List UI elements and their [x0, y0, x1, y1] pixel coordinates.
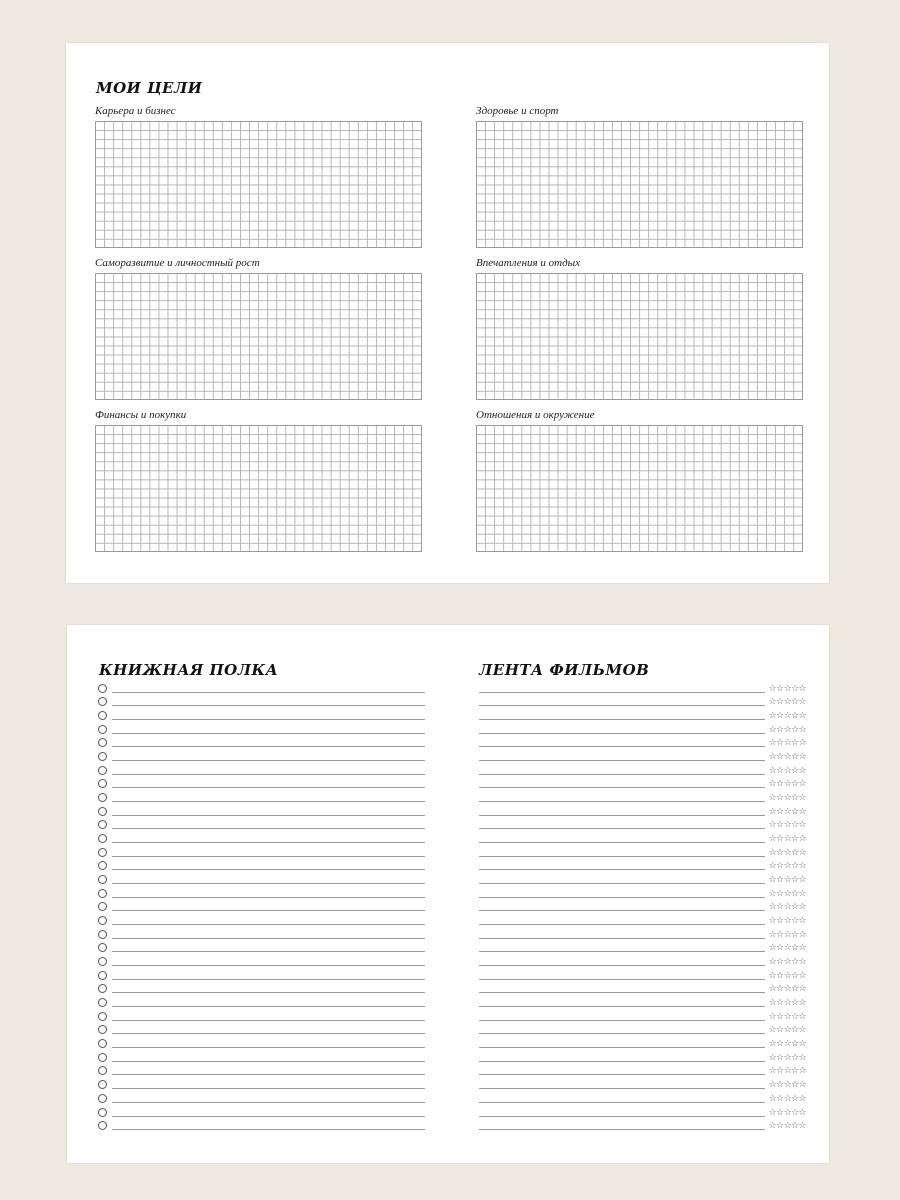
book-entry-line[interactable]	[112, 733, 425, 734]
star-rating-icon[interactable]: ☆☆☆☆☆	[768, 1080, 806, 1091]
circle-checkbox-icon[interactable]	[98, 711, 107, 720]
book-entry-line[interactable]	[112, 746, 425, 747]
book-entry-line[interactable]	[112, 787, 425, 788]
circle-checkbox-icon[interactable]	[98, 779, 107, 788]
movie-row	[479, 844, 806, 858]
book-row	[98, 1076, 425, 1090]
star-rating-icon[interactable]: ☆☆☆☆☆	[768, 806, 806, 817]
star-rating-icon[interactable]: ☆☆☆☆☆	[768, 943, 806, 954]
circle-checkbox-icon[interactable]	[98, 1080, 107, 1089]
star-rating-icon[interactable]: ☆☆☆☆☆	[768, 929, 806, 940]
book-entry-line[interactable]	[112, 924, 425, 925]
book-row	[98, 871, 425, 885]
movie-entry-line[interactable]	[479, 1033, 765, 1034]
book-row	[98, 912, 425, 926]
movie-entry-line[interactable]	[479, 774, 765, 775]
star-rating-icon[interactable]: ☆☆☆☆☆	[768, 847, 806, 858]
circle-checkbox-icon[interactable]	[98, 1025, 107, 1034]
circle-checkbox-icon[interactable]	[98, 684, 107, 693]
movie-entry-line[interactable]	[479, 951, 765, 952]
circle-checkbox-icon[interactable]	[98, 848, 107, 857]
goal-block-self-development	[95, 257, 422, 400]
circle-checkbox-icon[interactable]	[98, 1039, 107, 1048]
book-row	[98, 694, 425, 708]
movie-row	[479, 1090, 806, 1104]
circle-checkbox-icon[interactable]	[98, 889, 107, 898]
movie-row	[479, 953, 806, 967]
book-entry-line[interactable]	[112, 897, 425, 898]
movies-list	[479, 680, 806, 1131]
goal-block-finance	[95, 409, 422, 552]
movie-entry-line[interactable]	[479, 828, 765, 829]
book-row	[98, 1104, 425, 1118]
circle-checkbox-icon[interactable]	[98, 957, 107, 966]
book-entry-line[interactable]	[112, 992, 425, 993]
book-row	[98, 1008, 425, 1022]
star-rating-icon[interactable]: ☆☆☆☆☆	[768, 793, 806, 804]
book-row	[98, 1118, 425, 1132]
book-row	[98, 967, 425, 981]
book-entry-line[interactable]	[112, 760, 425, 761]
book-entry-line[interactable]	[112, 692, 425, 693]
movie-row	[479, 858, 806, 872]
movie-row	[479, 1063, 806, 1077]
movie-entry-line[interactable]	[479, 842, 765, 843]
star-rating-icon[interactable]: ☆☆☆☆☆	[768, 724, 806, 735]
star-rating-icon[interactable]: ☆☆☆☆☆	[768, 1121, 806, 1132]
movie-entry-line[interactable]	[479, 910, 765, 911]
book-entry-line[interactable]	[112, 1102, 425, 1103]
movie-entry-line[interactable]	[479, 815, 765, 816]
goal-block-title: Финансы и покупки	[95, 409, 187, 421]
circle-checkbox-icon[interactable]	[98, 807, 107, 816]
book-row	[98, 1035, 425, 1049]
movie-row	[479, 830, 806, 844]
movie-row	[479, 981, 806, 995]
goal-block-title: Карьера и бизнес	[95, 105, 176, 117]
circle-checkbox-icon[interactable]	[98, 738, 107, 747]
movie-entry-line[interactable]	[479, 733, 765, 734]
movie-row	[479, 885, 806, 899]
book-row	[98, 776, 425, 790]
book-row	[98, 940, 425, 954]
movie-entry-line[interactable]	[479, 1116, 765, 1117]
book-row	[98, 721, 425, 735]
book-row	[98, 981, 425, 995]
book-row	[98, 735, 425, 749]
circle-checkbox-icon[interactable]	[98, 1053, 107, 1062]
movie-row	[479, 1022, 806, 1036]
circle-checkbox-icon[interactable]	[98, 1108, 107, 1117]
bookshelf-list	[98, 680, 425, 1131]
circle-checkbox-icon[interactable]	[98, 1094, 107, 1103]
book-row	[98, 680, 425, 694]
movie-row	[479, 748, 806, 762]
bookshelf-title: КНИЖНАЯ ПОЛКА	[99, 661, 279, 679]
movie-row	[479, 1008, 806, 1022]
book-row	[98, 1063, 425, 1077]
star-rating-icon[interactable]: ☆☆☆☆☆	[768, 861, 806, 872]
star-rating-icon[interactable]: ☆☆☆☆☆	[768, 1052, 806, 1063]
book-entry-line[interactable]	[112, 1129, 425, 1130]
book-row	[98, 707, 425, 721]
circle-checkbox-icon[interactable]	[98, 766, 107, 775]
movie-row	[479, 967, 806, 981]
book-entry-line[interactable]	[112, 1074, 425, 1075]
circle-checkbox-icon[interactable]	[98, 943, 107, 952]
movie-entry-line[interactable]	[479, 1102, 765, 1103]
movie-row	[479, 1076, 806, 1090]
book-row	[98, 789, 425, 803]
movie-row	[479, 721, 806, 735]
book-entry-line[interactable]	[112, 979, 425, 980]
circle-checkbox-icon[interactable]	[98, 875, 107, 884]
movie-row	[479, 940, 806, 954]
goals-page	[66, 43, 829, 583]
movie-entry-line[interactable]	[479, 1020, 765, 1021]
movie-row	[479, 707, 806, 721]
book-entry-line[interactable]	[112, 705, 425, 706]
book-row	[98, 817, 425, 831]
movie-row	[479, 789, 806, 803]
star-rating-icon[interactable]: ☆☆☆☆☆	[768, 888, 806, 899]
movie-row	[479, 803, 806, 817]
movie-row	[479, 899, 806, 913]
book-row	[98, 803, 425, 817]
star-rating-icon[interactable]: ☆☆☆☆☆	[768, 683, 806, 694]
book-row	[98, 830, 425, 844]
star-rating-icon[interactable]: ☆☆☆☆☆	[768, 779, 806, 790]
movie-entry-line[interactable]	[479, 801, 765, 802]
circle-checkbox-icon[interactable]	[98, 1121, 107, 1130]
movie-entry-line[interactable]	[479, 856, 765, 857]
book-entry-line[interactable]	[112, 1116, 425, 1117]
book-entry-line[interactable]	[112, 1088, 425, 1089]
star-rating-icon[interactable]: ☆☆☆☆☆	[768, 738, 806, 749]
movie-row	[479, 912, 806, 926]
book-entry-line[interactable]	[112, 856, 425, 857]
movie-row	[479, 694, 806, 708]
movie-row	[479, 817, 806, 831]
book-entry-line[interactable]	[112, 801, 425, 802]
movie-row	[479, 871, 806, 885]
movie-entry-line[interactable]	[479, 719, 765, 720]
circle-checkbox-icon[interactable]	[98, 820, 107, 829]
movie-entry-line[interactable]	[479, 897, 765, 898]
goal-block-title: Саморазвитие и личностный рост	[95, 257, 260, 269]
book-entry-line[interactable]	[112, 938, 425, 939]
book-entry-line[interactable]	[112, 842, 425, 843]
movie-entry-line[interactable]	[479, 869, 765, 870]
book-entry-line[interactable]	[112, 883, 425, 884]
star-rating-icon[interactable]: ☆☆☆☆☆	[768, 834, 806, 845]
star-rating-icon[interactable]: ☆☆☆☆☆	[768, 1039, 806, 1050]
movies-title: ЛЕНТА ФИЛЬМОВ	[479, 661, 650, 679]
goals-page-title: МОИ ЦЕЛИ	[96, 79, 203, 97]
book-entry-line[interactable]	[112, 951, 425, 952]
book-row	[98, 1090, 425, 1104]
lists-page	[67, 625, 829, 1163]
book-row	[98, 748, 425, 762]
movie-entry-line[interactable]	[479, 1047, 765, 1048]
star-rating-icon[interactable]: ☆☆☆☆☆	[768, 902, 806, 913]
circle-checkbox-icon[interactable]	[98, 793, 107, 802]
movie-row	[479, 1118, 806, 1132]
movie-row	[479, 926, 806, 940]
star-rating-icon[interactable]: ☆☆☆☆☆	[768, 970, 806, 981]
movie-entry-line[interactable]	[479, 924, 765, 925]
goal-block-title: Здоровье и спорт	[476, 105, 559, 117]
movie-entry-line[interactable]	[479, 1061, 765, 1062]
movie-entry-line[interactable]	[479, 787, 765, 788]
book-entry-line[interactable]	[112, 828, 425, 829]
goal-block-title: Впечатления и отдых	[476, 257, 581, 269]
book-row	[98, 953, 425, 967]
circle-checkbox-icon[interactable]	[98, 1066, 107, 1075]
book-entry-line[interactable]	[112, 774, 425, 775]
star-rating-icon[interactable]: ☆☆☆☆☆	[768, 1093, 806, 1104]
movie-entry-line[interactable]	[479, 965, 765, 966]
movie-entry-line[interactable]	[479, 1074, 765, 1075]
book-row	[98, 926, 425, 940]
book-entry-line[interactable]	[112, 719, 425, 720]
circle-checkbox-icon[interactable]	[98, 752, 107, 761]
movie-row	[479, 735, 806, 749]
circle-checkbox-icon[interactable]	[98, 971, 107, 980]
book-entry-line[interactable]	[112, 1020, 425, 1021]
goal-block-impressions	[476, 257, 803, 400]
movie-entry-line[interactable]	[479, 992, 765, 993]
movie-entry-line[interactable]	[479, 1129, 765, 1130]
goal-grid[interactable]	[476, 121, 803, 248]
circle-checkbox-icon[interactable]	[98, 930, 107, 939]
goal-block-health	[476, 105, 803, 248]
goal-grid[interactable]	[95, 425, 422, 552]
goal-grid[interactable]	[95, 273, 422, 400]
movie-entry-line[interactable]	[479, 979, 765, 980]
circle-checkbox-icon[interactable]	[98, 1012, 107, 1021]
movie-entry-line[interactable]	[479, 760, 765, 761]
movie-entry-line[interactable]	[479, 746, 765, 747]
book-entry-line[interactable]	[112, 910, 425, 911]
star-rating-icon[interactable]: ☆☆☆☆☆	[768, 752, 806, 763]
circle-checkbox-icon[interactable]	[98, 697, 107, 706]
book-entry-line[interactable]	[112, 1061, 425, 1062]
book-entry-line[interactable]	[112, 869, 425, 870]
circle-checkbox-icon[interactable]	[98, 902, 107, 911]
goal-grid[interactable]	[476, 425, 803, 552]
book-row	[98, 844, 425, 858]
star-rating-icon[interactable]: ☆☆☆☆☆	[768, 984, 806, 995]
goal-grid[interactable]	[476, 273, 803, 400]
book-row	[98, 1049, 425, 1063]
circle-checkbox-icon[interactable]	[98, 984, 107, 993]
movie-row	[479, 994, 806, 1008]
movie-row	[479, 680, 806, 694]
movie-row	[479, 1035, 806, 1049]
star-rating-icon[interactable]: ☆☆☆☆☆	[768, 998, 806, 1009]
book-entry-line[interactable]	[112, 965, 425, 966]
movie-row	[479, 1104, 806, 1118]
star-rating-icon[interactable]: ☆☆☆☆☆	[768, 697, 806, 708]
star-rating-icon[interactable]: ☆☆☆☆☆	[768, 957, 806, 968]
star-rating-icon[interactable]: ☆☆☆☆☆	[768, 765, 806, 776]
goal-block-title: Отношения и окружение	[476, 409, 595, 421]
circle-checkbox-icon[interactable]	[98, 834, 107, 843]
movie-row	[479, 776, 806, 790]
book-row	[98, 858, 425, 872]
movie-entry-line[interactable]	[479, 938, 765, 939]
star-rating-icon[interactable]: ☆☆☆☆☆	[768, 1107, 806, 1118]
book-entry-line[interactable]	[112, 1047, 425, 1048]
circle-checkbox-icon[interactable]	[98, 916, 107, 925]
movie-entry-line[interactable]	[479, 883, 765, 884]
star-rating-icon[interactable]: ☆☆☆☆☆	[768, 1011, 806, 1022]
goal-grid[interactable]	[95, 121, 422, 248]
movie-entry-line[interactable]	[479, 692, 765, 693]
book-entry-line[interactable]	[112, 815, 425, 816]
circle-checkbox-icon[interactable]	[98, 998, 107, 1007]
goal-block-career	[95, 105, 422, 248]
movie-row	[479, 1049, 806, 1063]
book-row	[98, 762, 425, 776]
star-rating-icon[interactable]: ☆☆☆☆☆	[768, 875, 806, 886]
goal-block-relationships	[476, 409, 803, 552]
movie-entry-line[interactable]	[479, 1006, 765, 1007]
book-row	[98, 1022, 425, 1036]
circle-checkbox-icon[interactable]	[98, 861, 107, 870]
movie-row	[479, 762, 806, 776]
star-rating-icon[interactable]: ☆☆☆☆☆	[768, 1025, 806, 1036]
book-entry-line[interactable]	[112, 1006, 425, 1007]
star-rating-icon[interactable]: ☆☆☆☆☆	[768, 1066, 806, 1077]
star-rating-icon[interactable]: ☆☆☆☆☆	[768, 711, 806, 722]
circle-checkbox-icon[interactable]	[98, 725, 107, 734]
book-row	[98, 994, 425, 1008]
book-row	[98, 885, 425, 899]
book-entry-line[interactable]	[112, 1033, 425, 1034]
star-rating-icon[interactable]: ☆☆☆☆☆	[768, 820, 806, 831]
book-row	[98, 899, 425, 913]
movie-entry-line[interactable]	[479, 705, 765, 706]
star-rating-icon[interactable]: ☆☆☆☆☆	[768, 916, 806, 927]
movie-entry-line[interactable]	[479, 1088, 765, 1089]
